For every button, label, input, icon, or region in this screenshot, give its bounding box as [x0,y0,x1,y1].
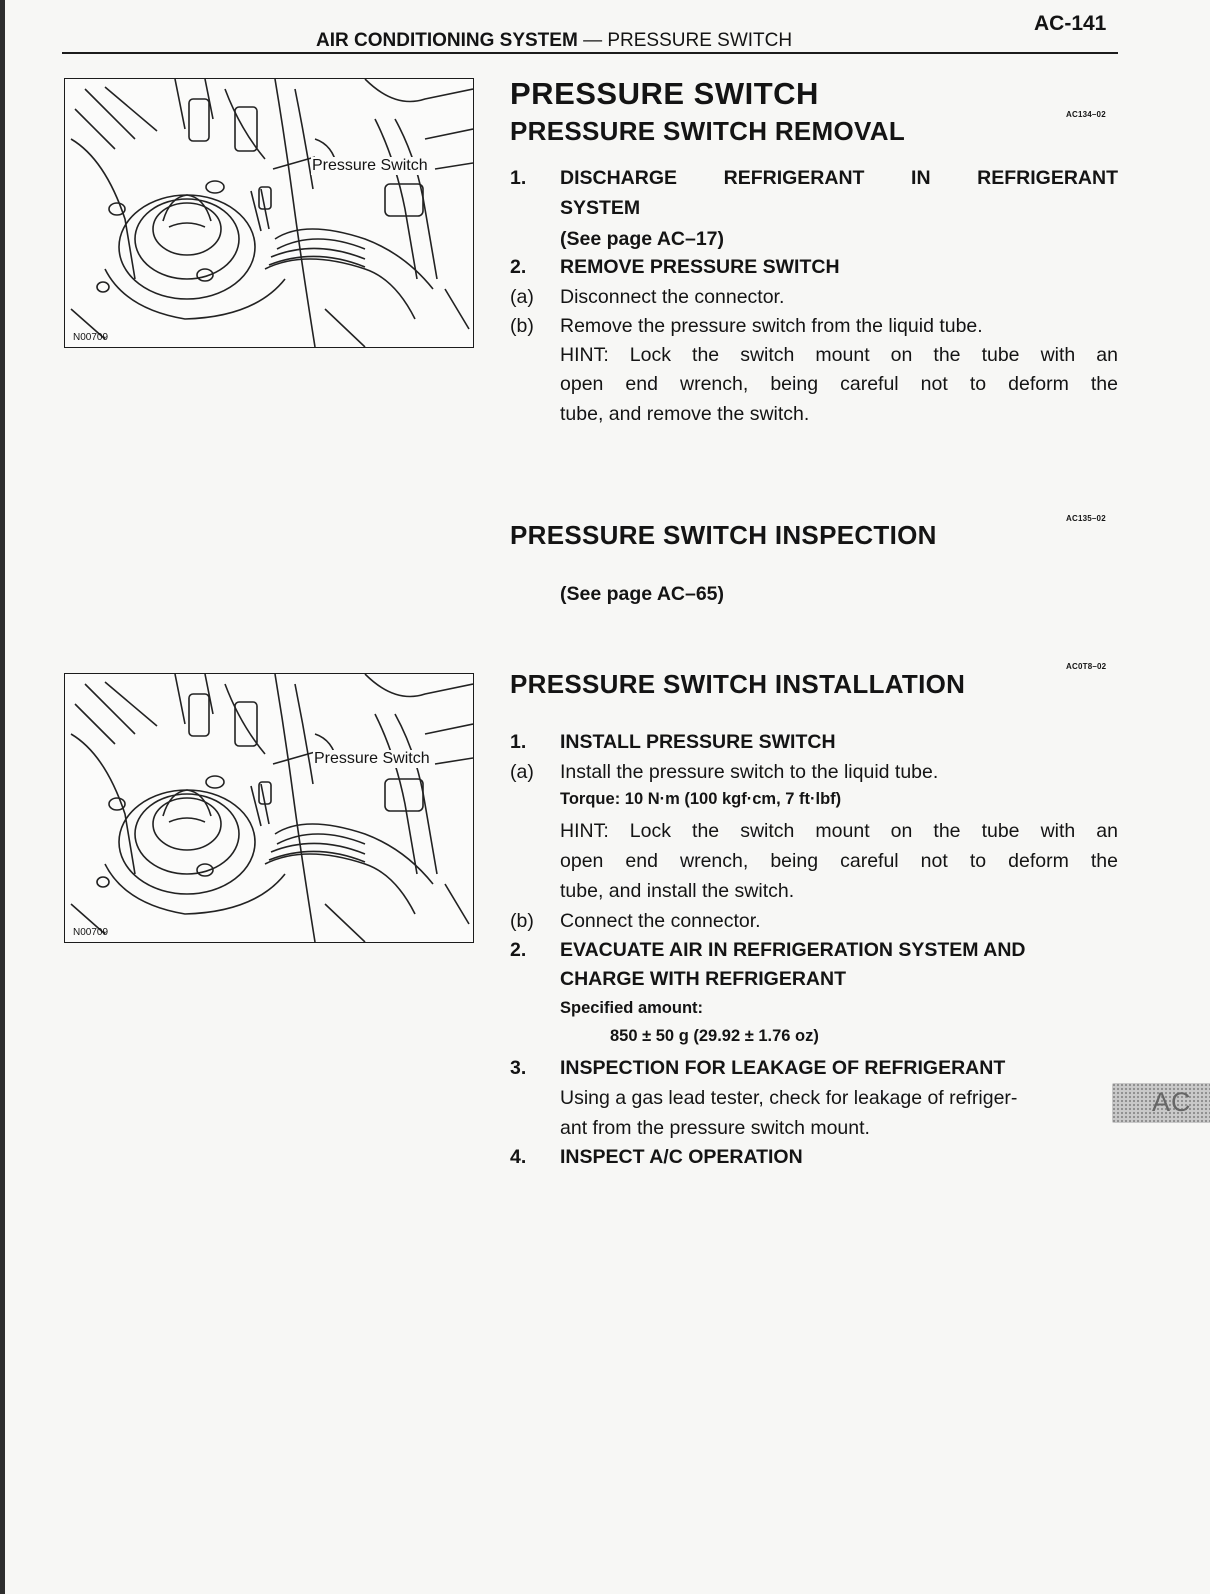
header-subsection: PRESSURE SWITCH [607,30,793,51]
step-3-text: Using a gas lead tester, check for leakage of refriger- [560,1087,1018,1109]
header-separator: — [583,30,603,51]
page-number: AC-141 [1034,12,1107,35]
running-header [316,30,792,52]
figure-callout-label: Pressure Switch [314,750,430,767]
header-rule [62,52,1118,54]
torque-spec: Torque: 10 N·m (100 kgf·cm, 7 ft·lbf) [560,790,842,808]
hint-line: HINT: Lock the switch mount on the tube with an [560,344,1118,366]
removal-step-1-cont: SYSTEM [560,197,641,219]
inspection-heading: PRESSURE SWITCH INSPECTION [510,520,937,550]
substep-letter: (a) [510,761,534,783]
figure-code: N00709 [73,927,109,938]
substep-letter: (b) [510,315,534,337]
section-title: PRESSURE SWITCH [510,76,819,111]
step-text: INSTALL PRESSURE SWITCH [560,731,836,753]
substep-letter: (b) [510,910,534,932]
header-section: AIR CONDITIONING SYSTEM [316,30,578,51]
substep-text: Disconnect the connector. [560,286,785,308]
side-tab-label: AC [1152,1087,1192,1117]
engine-bay-illustration [65,674,473,942]
spec-label: Specified amount: [560,999,704,1017]
section-code: AC135–02 [1066,514,1106,523]
installation-heading: PRESSURE SWITCH INSTALLATION [510,669,966,699]
step-text: REMOVE PRESSURE SWITCH [560,256,840,278]
figure-installation [64,673,474,943]
hint-line: tube, and remove the switch. [560,403,810,425]
step-text: EVACUATE AIR IN REFRIGERATION SYSTEM AND [560,939,1026,961]
substep-text: Connect the connector. [560,910,761,932]
section-side-tab [1112,1083,1210,1123]
section-code: AC134–02 [1066,110,1106,119]
binding-edge [0,0,5,1594]
page-reference: (See page AC–17) [560,228,725,250]
step-number: 2. [510,939,527,961]
step-number: 3. [510,1057,527,1079]
hint-line: HINT: Lock the switch mount on the tube with an [560,820,1118,842]
step-text: INSPECTION FOR LEAKAGE OF REFRIGERANT [560,1057,1006,1079]
hint-line: open end wrench, being careful not to deform the [560,373,1118,395]
figure-callout-label: Pressure Switch [312,157,428,174]
figure-removal [64,78,474,348]
spec-value: 850 ± 50 g (29.92 ± 1.76 oz) [610,1027,819,1045]
step-text: DISCHARGE REFRIGERANT IN REFRIGERANT [560,167,1118,189]
substep-letter: (a) [510,286,534,308]
figure-code: N00709 [73,332,109,343]
step-text: INSPECT A/C OPERATION [560,1146,803,1168]
step-number: 1. [510,167,527,189]
step-number: 2. [510,256,527,278]
hint-line: open end wrench, being careful not to deform the [560,850,1118,872]
page-reference: (See page AC–65) [560,583,725,605]
substep-text: Remove the pressure switch from the liquid tube. [560,315,983,337]
step-number: 4. [510,1146,527,1168]
step-3-text: ant from the pressure switch mount. [560,1117,870,1139]
install-step-2-cont: CHARGE WITH REFRIGERANT [560,968,846,990]
section-code: AC0T8–02 [1066,662,1107,671]
step-number: 1. [510,731,527,753]
engine-bay-illustration [65,79,473,347]
removal-heading: PRESSURE SWITCH REMOVAL [510,116,905,146]
hint-line: tube, and install the switch. [560,880,795,902]
substep-text: Install the pressure switch to the liquid tube. [560,761,939,783]
